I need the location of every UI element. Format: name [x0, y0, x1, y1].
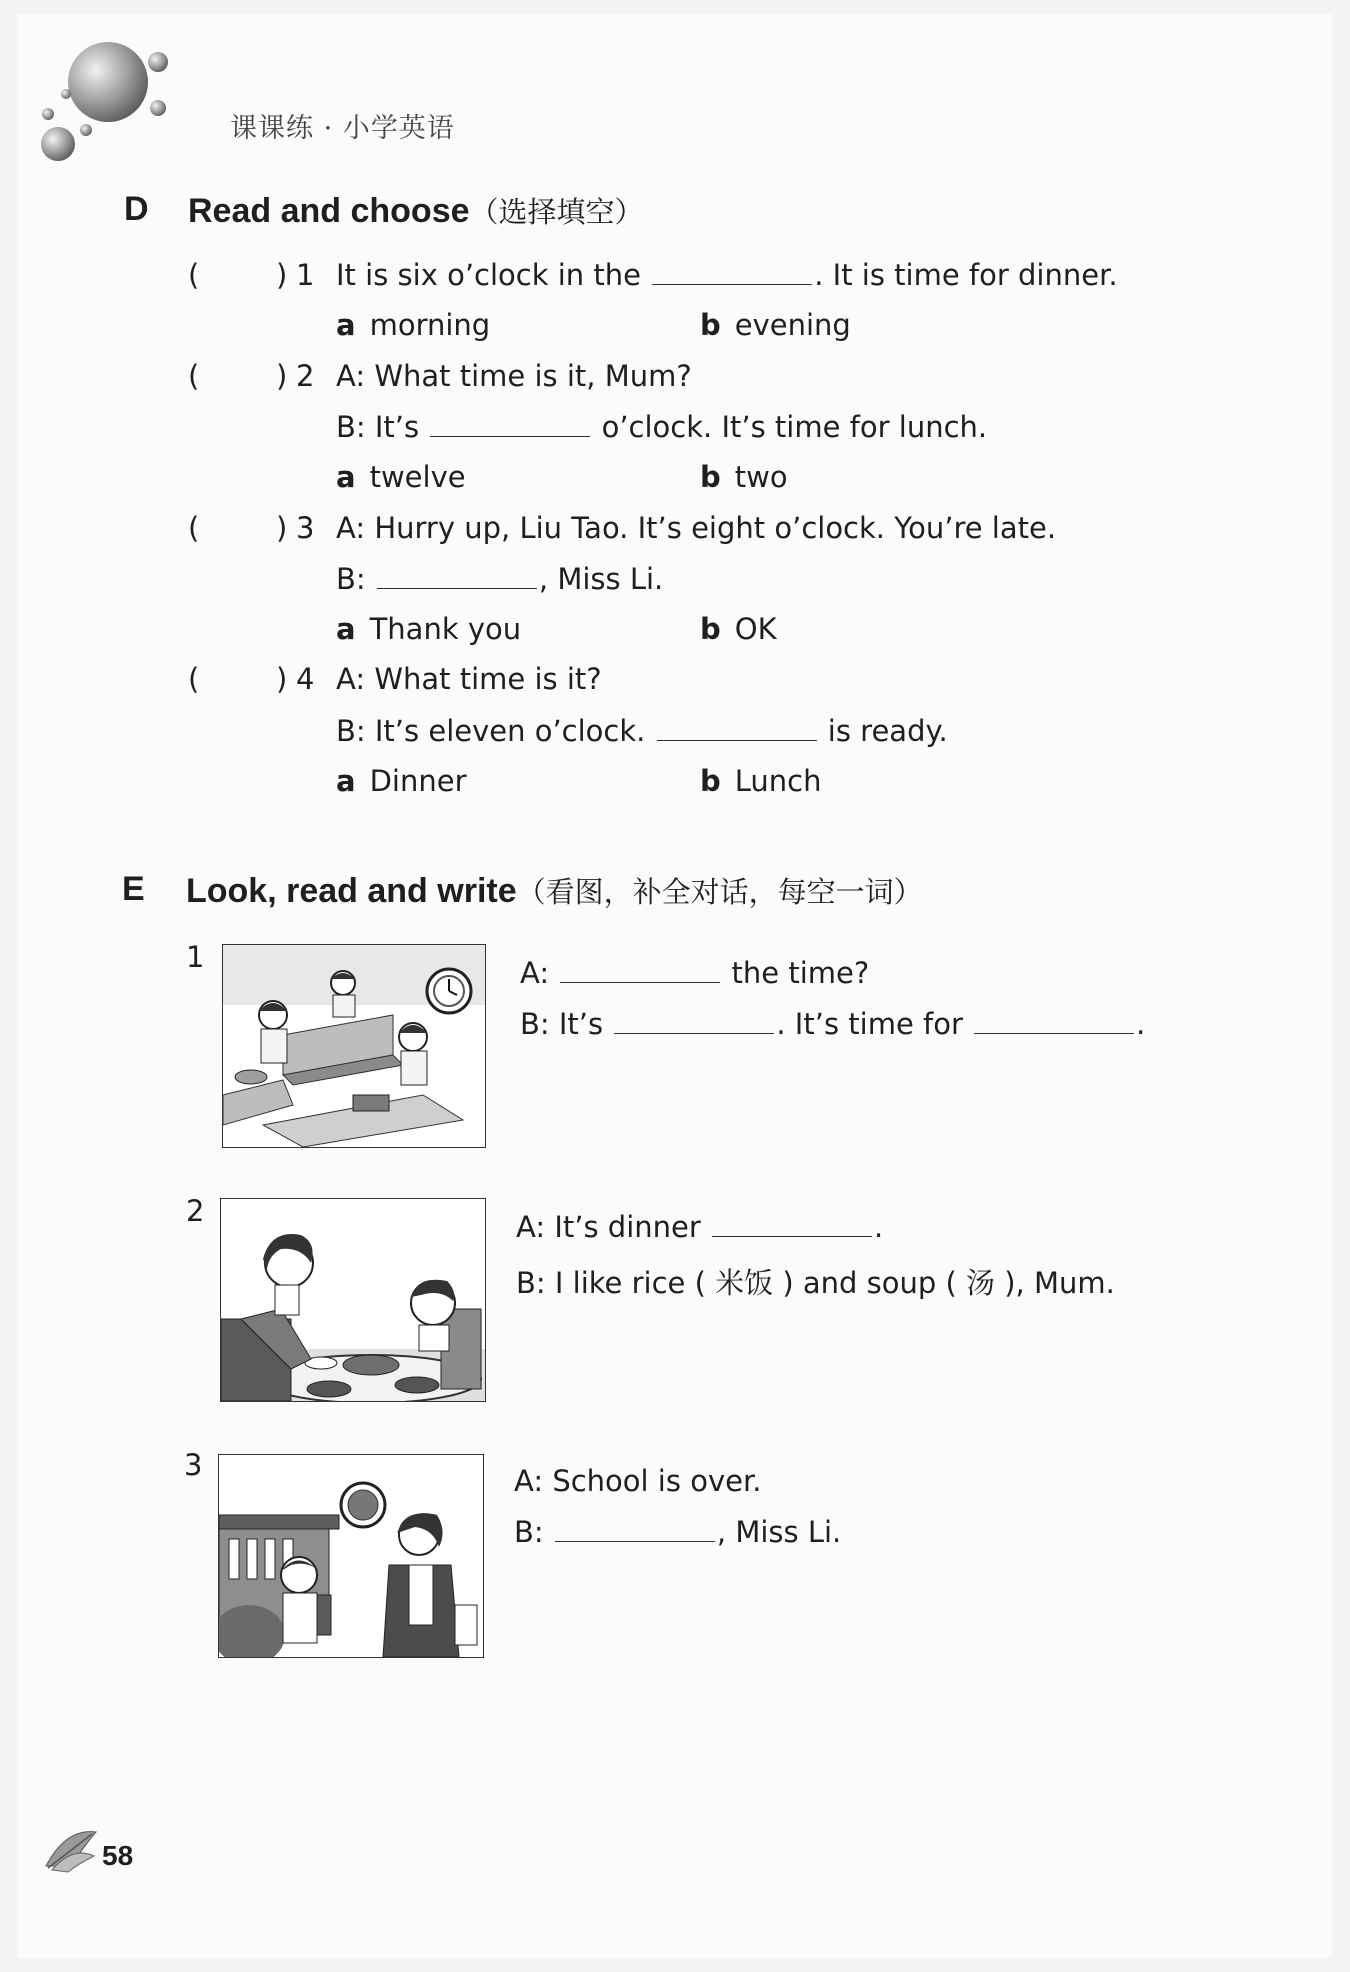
option-a	[336, 308, 490, 342]
bubbles-decoration	[28, 34, 178, 164]
dialogue-text: A: It’s dinner	[516, 1210, 701, 1244]
picture-lunch-classroom	[222, 944, 486, 1148]
dialogue-text: .	[1136, 1007, 1146, 1041]
item-number: 2	[186, 1194, 205, 1228]
question-text: A: What time is it, Mum?	[336, 359, 692, 393]
dialogue-text: , Miss Li.	[716, 1515, 842, 1549]
dialogue-text: the time?	[731, 956, 870, 990]
question-1-line-1	[336, 258, 1118, 292]
question-text: It is six o’clock in the	[336, 258, 641, 292]
section-d-note: （选择填空）	[469, 195, 644, 229]
question-text: A: Hurry up, Liu Tao. It’s eight o’clock. You’re late.	[336, 511, 1057, 545]
option-text: Thank you	[369, 612, 522, 646]
answer-blank[interactable]	[430, 412, 590, 437]
picture-dinner-mother-son	[220, 1198, 486, 1402]
section-e-note: （看图，补全对话，每空一词）	[516, 875, 923, 909]
option-a	[336, 460, 466, 494]
answer-blank[interactable]	[712, 1212, 872, 1237]
answer-blank[interactable]	[657, 716, 817, 741]
answer-paren-open: (	[188, 511, 200, 545]
question-number: 2	[296, 359, 315, 393]
section-e-title	[186, 870, 923, 911]
option-text: Lunch	[734, 764, 822, 798]
question-text: is ready.	[827, 714, 948, 748]
answer-blank[interactable]	[560, 958, 720, 983]
answer-blank[interactable]	[555, 1517, 715, 1542]
dialogue-text: . It’s time for	[776, 1007, 963, 1041]
answer-blank[interactable]	[377, 564, 537, 589]
picture-school-over	[218, 1454, 484, 1658]
question-text: B:	[336, 562, 366, 596]
option-a	[336, 764, 467, 798]
answer-paren-open: (	[188, 662, 200, 696]
section-e-letter: E	[122, 870, 145, 908]
option-text: morning	[369, 308, 491, 342]
option-a	[336, 612, 521, 646]
option-text: OK	[734, 612, 777, 646]
question-number: 4	[296, 662, 315, 696]
option-text: twelve	[369, 460, 466, 494]
item-1-line-a	[520, 956, 869, 990]
answer-paren-close: )	[276, 258, 288, 292]
item-number: 1	[186, 940, 205, 974]
answer-paren-close: )	[276, 359, 288, 393]
option-letter: b	[700, 764, 721, 798]
question-text: A: What time is it?	[336, 662, 602, 696]
question-number: 1	[296, 258, 315, 292]
question-2-line-2	[336, 410, 987, 444]
answer-paren-open: (	[188, 359, 200, 393]
option-text: Dinner	[369, 764, 467, 798]
answer-paren-open: (	[188, 258, 200, 292]
question-3-line-2	[336, 562, 663, 596]
option-letter: a	[336, 460, 356, 494]
option-text: two	[734, 460, 788, 494]
option-b	[700, 308, 851, 342]
dialogue-text: A: School is over.	[514, 1464, 762, 1498]
answer-blank[interactable]	[614, 1009, 774, 1034]
option-letter: a	[336, 612, 356, 646]
option-letter: a	[336, 764, 356, 798]
dialogue-text: A:	[520, 956, 550, 990]
question-text: . It is time for dinner.	[814, 258, 1118, 292]
question-number: 3	[296, 511, 315, 545]
option-b	[700, 764, 822, 798]
dialogue-text: B: I like rice ( 米饭 ) and soup ( 汤 ), Mum.	[516, 1266, 1115, 1300]
item-number: 3	[184, 1448, 203, 1482]
workbook-page	[18, 14, 1332, 1958]
item-3-line-b	[514, 1515, 841, 1549]
option-letter: b	[700, 308, 721, 342]
option-letter: a	[336, 308, 356, 342]
answer-blank[interactable]	[974, 1009, 1134, 1034]
answer-blank[interactable]	[652, 260, 812, 285]
question-text: B: It’s	[336, 410, 420, 444]
answer-paren-close: )	[276, 662, 288, 696]
section-d-title	[188, 190, 644, 231]
dialogue-text: B: It’s	[520, 1007, 604, 1041]
answer-paren-close: )	[276, 511, 288, 545]
option-text: evening	[734, 308, 851, 342]
item-1-line-b	[520, 1007, 1145, 1041]
section-d-letter: D	[124, 190, 149, 228]
item-2-line-a	[516, 1210, 883, 1244]
question-4-line-2	[336, 714, 948, 748]
section-e-title-text: Look, read and write	[186, 872, 517, 910]
section-d-title-text: Read and choose	[188, 192, 470, 230]
dialogue-text: B:	[514, 1515, 544, 1549]
leaf-icon	[42, 1826, 100, 1874]
dialogue-text: .	[874, 1210, 884, 1244]
question-text: B: It’s eleven o’clock.	[336, 714, 646, 748]
option-letter: b	[700, 612, 721, 646]
question-text: o’clock. It’s time for lunch.	[601, 410, 988, 444]
header-title: 课课练 · 小学英语	[230, 113, 455, 144]
option-b	[700, 460, 788, 494]
option-b	[700, 612, 777, 646]
option-letter: b	[700, 460, 721, 494]
question-text: , Miss Li.	[538, 562, 664, 596]
page-number: 58	[102, 1840, 134, 1871]
